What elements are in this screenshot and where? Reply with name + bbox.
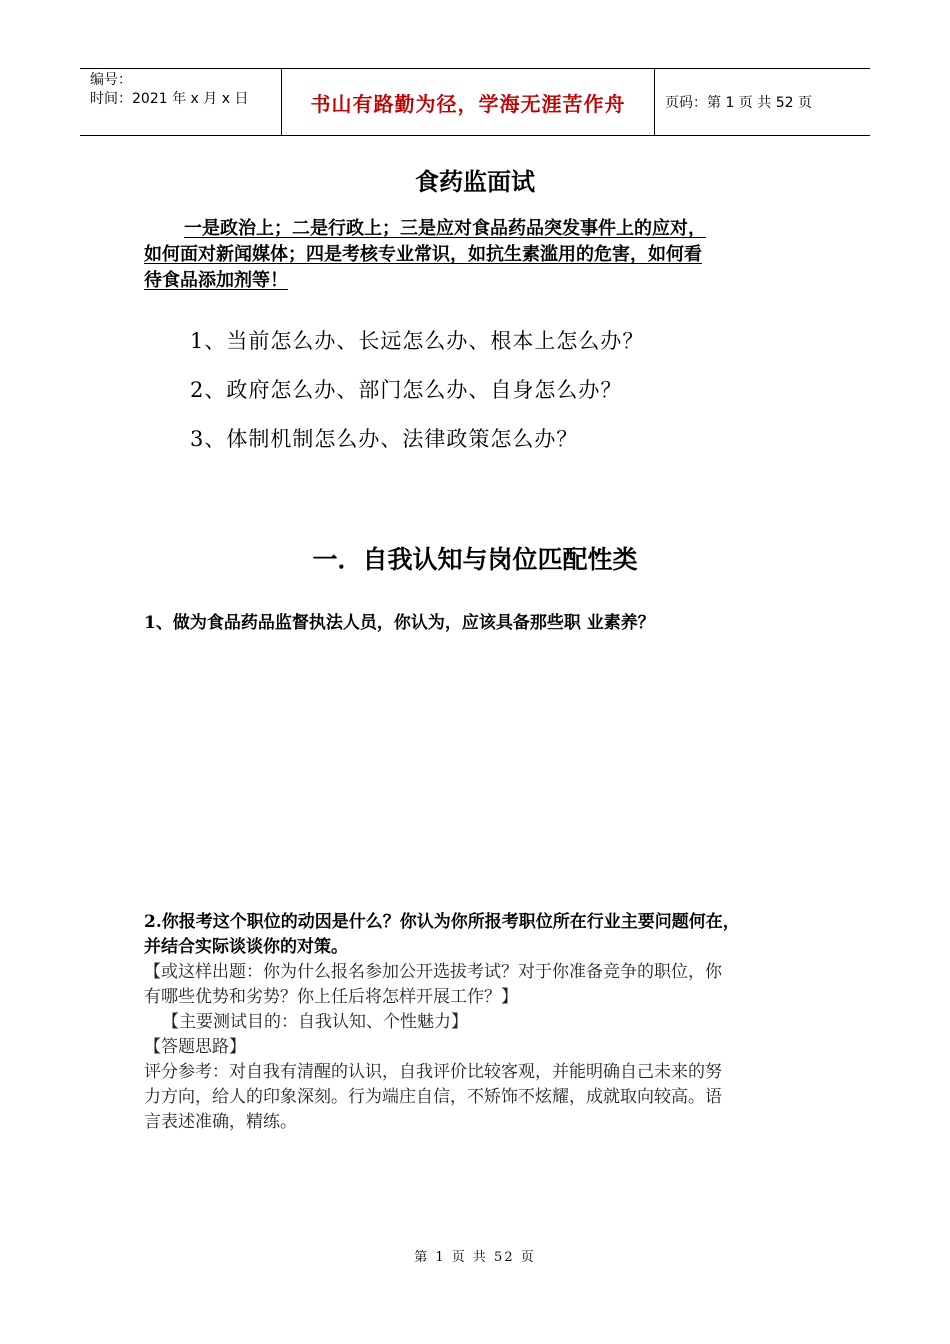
- date-label: 时间：2021 年 x 月 x 日: [90, 91, 249, 107]
- test-purpose: 【主要测试目的：自我认知、个性魅力】: [162, 1012, 468, 1032]
- header-page-info: 页码：第 1 页 共 52 页: [665, 95, 812, 111]
- alt-question-line-1: 【或这样出题：你为什么报名参加公开选拔考试？对于你准备竞争的职位，你: [144, 962, 722, 982]
- question-2-line-2: 并结合实际谈谈你的对策。: [144, 937, 348, 957]
- question-2: [144, 910, 824, 960]
- question-1: 1、做为食品药品监督执法人员，你认为，应该具备那些职 业素养？: [144, 613, 655, 633]
- number-label: 编号：: [90, 72, 132, 88]
- scoring-reference-line-2: 力方向，给人的印象深刻。行为端庄自信，不矫饰不炫耀，成就取向较高。语: [144, 1087, 722, 1107]
- list-item: 3、体制机制怎么办、法律政策怎么办？: [190, 427, 579, 451]
- scoring-reference-line-3: 言表述准确，精练。: [144, 1112, 297, 1132]
- scoring-reference-line-1: 评分参考：对自我有清醒的认识，自我评价比较客观，并能明确自己未来的努: [144, 1062, 722, 1082]
- list-item: 2、政府怎么办、部门怎么办、自身怎么办？: [190, 378, 623, 402]
- header-table: [80, 68, 870, 136]
- alt-question-line-2: 有哪些优势和劣势？你上任后将怎样开展工作？】: [144, 987, 518, 1007]
- question-list: [190, 326, 644, 473]
- list-item: 1、当前怎么办、长远怎么办、根本上怎么办？: [190, 329, 645, 353]
- section-heading: 一．自我认知与岗位匹配性类: [312, 545, 638, 574]
- page-footer: 第 1 页 共 52 页: [414, 1250, 536, 1265]
- intro-line-1: 一是政治上；二是行政上；三是应对食品药品突发事件上的应对，: [184, 218, 706, 239]
- intro-line-3: 待食品添加剂等！: [144, 270, 288, 291]
- header-motto: 书山有路勤为径，学海无涯苦作舟: [281, 69, 655, 135]
- header-meta-cell: [80, 69, 281, 135]
- intro-line-2: 如何面对新闻媒体；四是考核专业常识，如抗生素滥用的危害，如何看: [144, 244, 702, 265]
- question-2-line-1: 2.你报考这个职位的动因是什么？你认为你所报考职位所在行业主要问题何在，: [144, 912, 740, 932]
- answer-guidance: [144, 960, 824, 1135]
- document-title: 食药监面试: [415, 168, 535, 196]
- intro-paragraph: [144, 216, 816, 294]
- answer-approach-label: 【答题思路】: [144, 1037, 246, 1057]
